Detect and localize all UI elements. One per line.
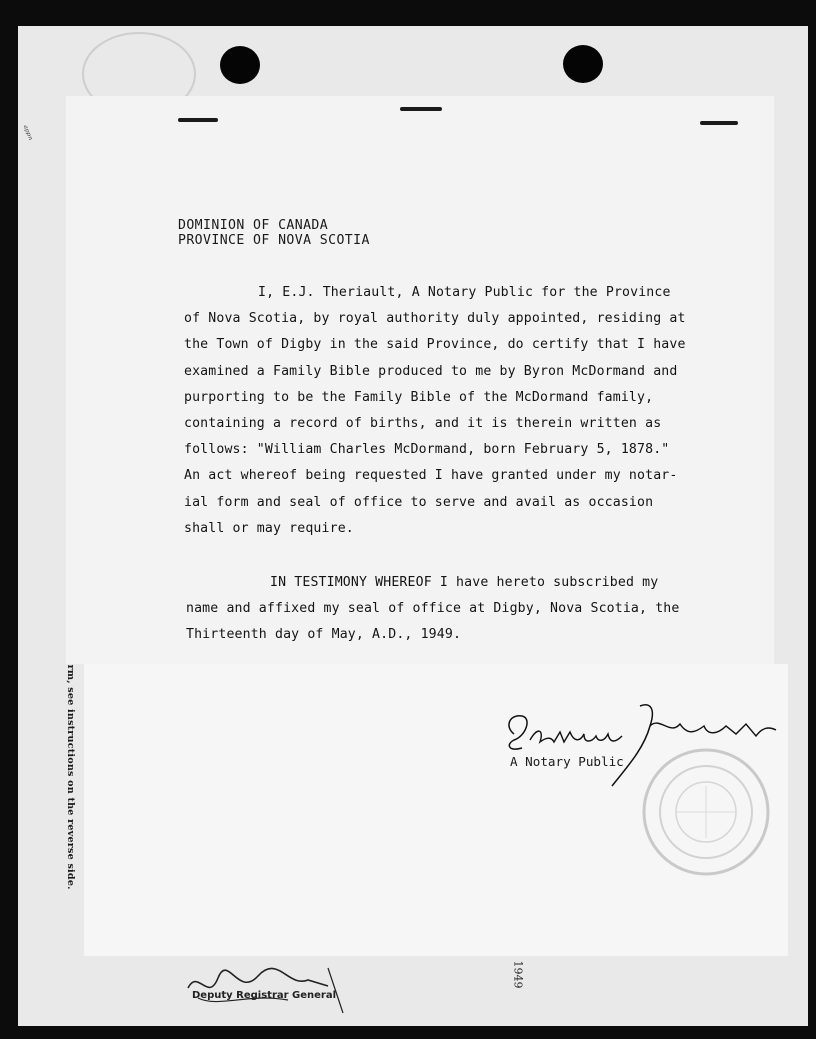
- deputy-registrar-label: Deputy Registrar General: [192, 990, 337, 1001]
- body-line: purporting to be the Family Bible of the McDormand family,: [184, 389, 654, 405]
- body-line: of Nova Scotia, by royal authority duly appointed, residing at: [184, 311, 686, 327]
- body-line: follows: "William Charles McDormand, born February 5, 1878.": [184, 442, 670, 458]
- body-line: examined a Family Bible produced to me by Byron McDormand and: [184, 363, 678, 379]
- testimony-clause: [186, 570, 706, 649]
- testimony-line: name and affixed my seal of office at Digby, Nova Scotia, the: [186, 601, 680, 617]
- staple-right: [700, 121, 738, 125]
- notary-title: A Notary Public: [510, 754, 624, 769]
- staple-center: [400, 107, 442, 111]
- punch-hole-left: [220, 46, 260, 84]
- body-line: An act whereof being requested I have granted under my notar-: [184, 468, 678, 484]
- embossed-notary-seal: [636, 746, 776, 878]
- testimony-line: Thirteenth day of May, A.D., 1949.: [186, 627, 462, 643]
- testimony-line: IN TESTIMONY WHEREOF I have hereto subscribed my: [270, 575, 659, 590]
- body-line: the Town of Digby in the said Province, do certify that I have: [184, 337, 686, 353]
- registrar-signature-scribble: [178, 958, 378, 1018]
- body-line: shall or may require.: [184, 520, 354, 536]
- body-line: ial form and seal of office to serve and avail as occasion: [184, 494, 654, 510]
- punch-hole-right: [563, 45, 603, 83]
- back-sheet-footer: [178, 958, 525, 1022]
- heading-province: PROVINCE OF NOVA SCOTIA: [178, 233, 370, 248]
- staple-left: [178, 118, 218, 122]
- document-heading: [178, 218, 370, 248]
- year-fragment: 1949: [511, 960, 525, 989]
- body-line: I, E.J. Theriault, A Notary Public for the Province: [258, 285, 671, 300]
- body-line: containing a record of births, and it is therein written as: [184, 416, 662, 432]
- certificate-body: [184, 280, 704, 542]
- margin-scribble: ᵃᵖᵖⁿ: [17, 124, 34, 143]
- heading-dominion: DOMINION OF CANADA: [178, 218, 329, 233]
